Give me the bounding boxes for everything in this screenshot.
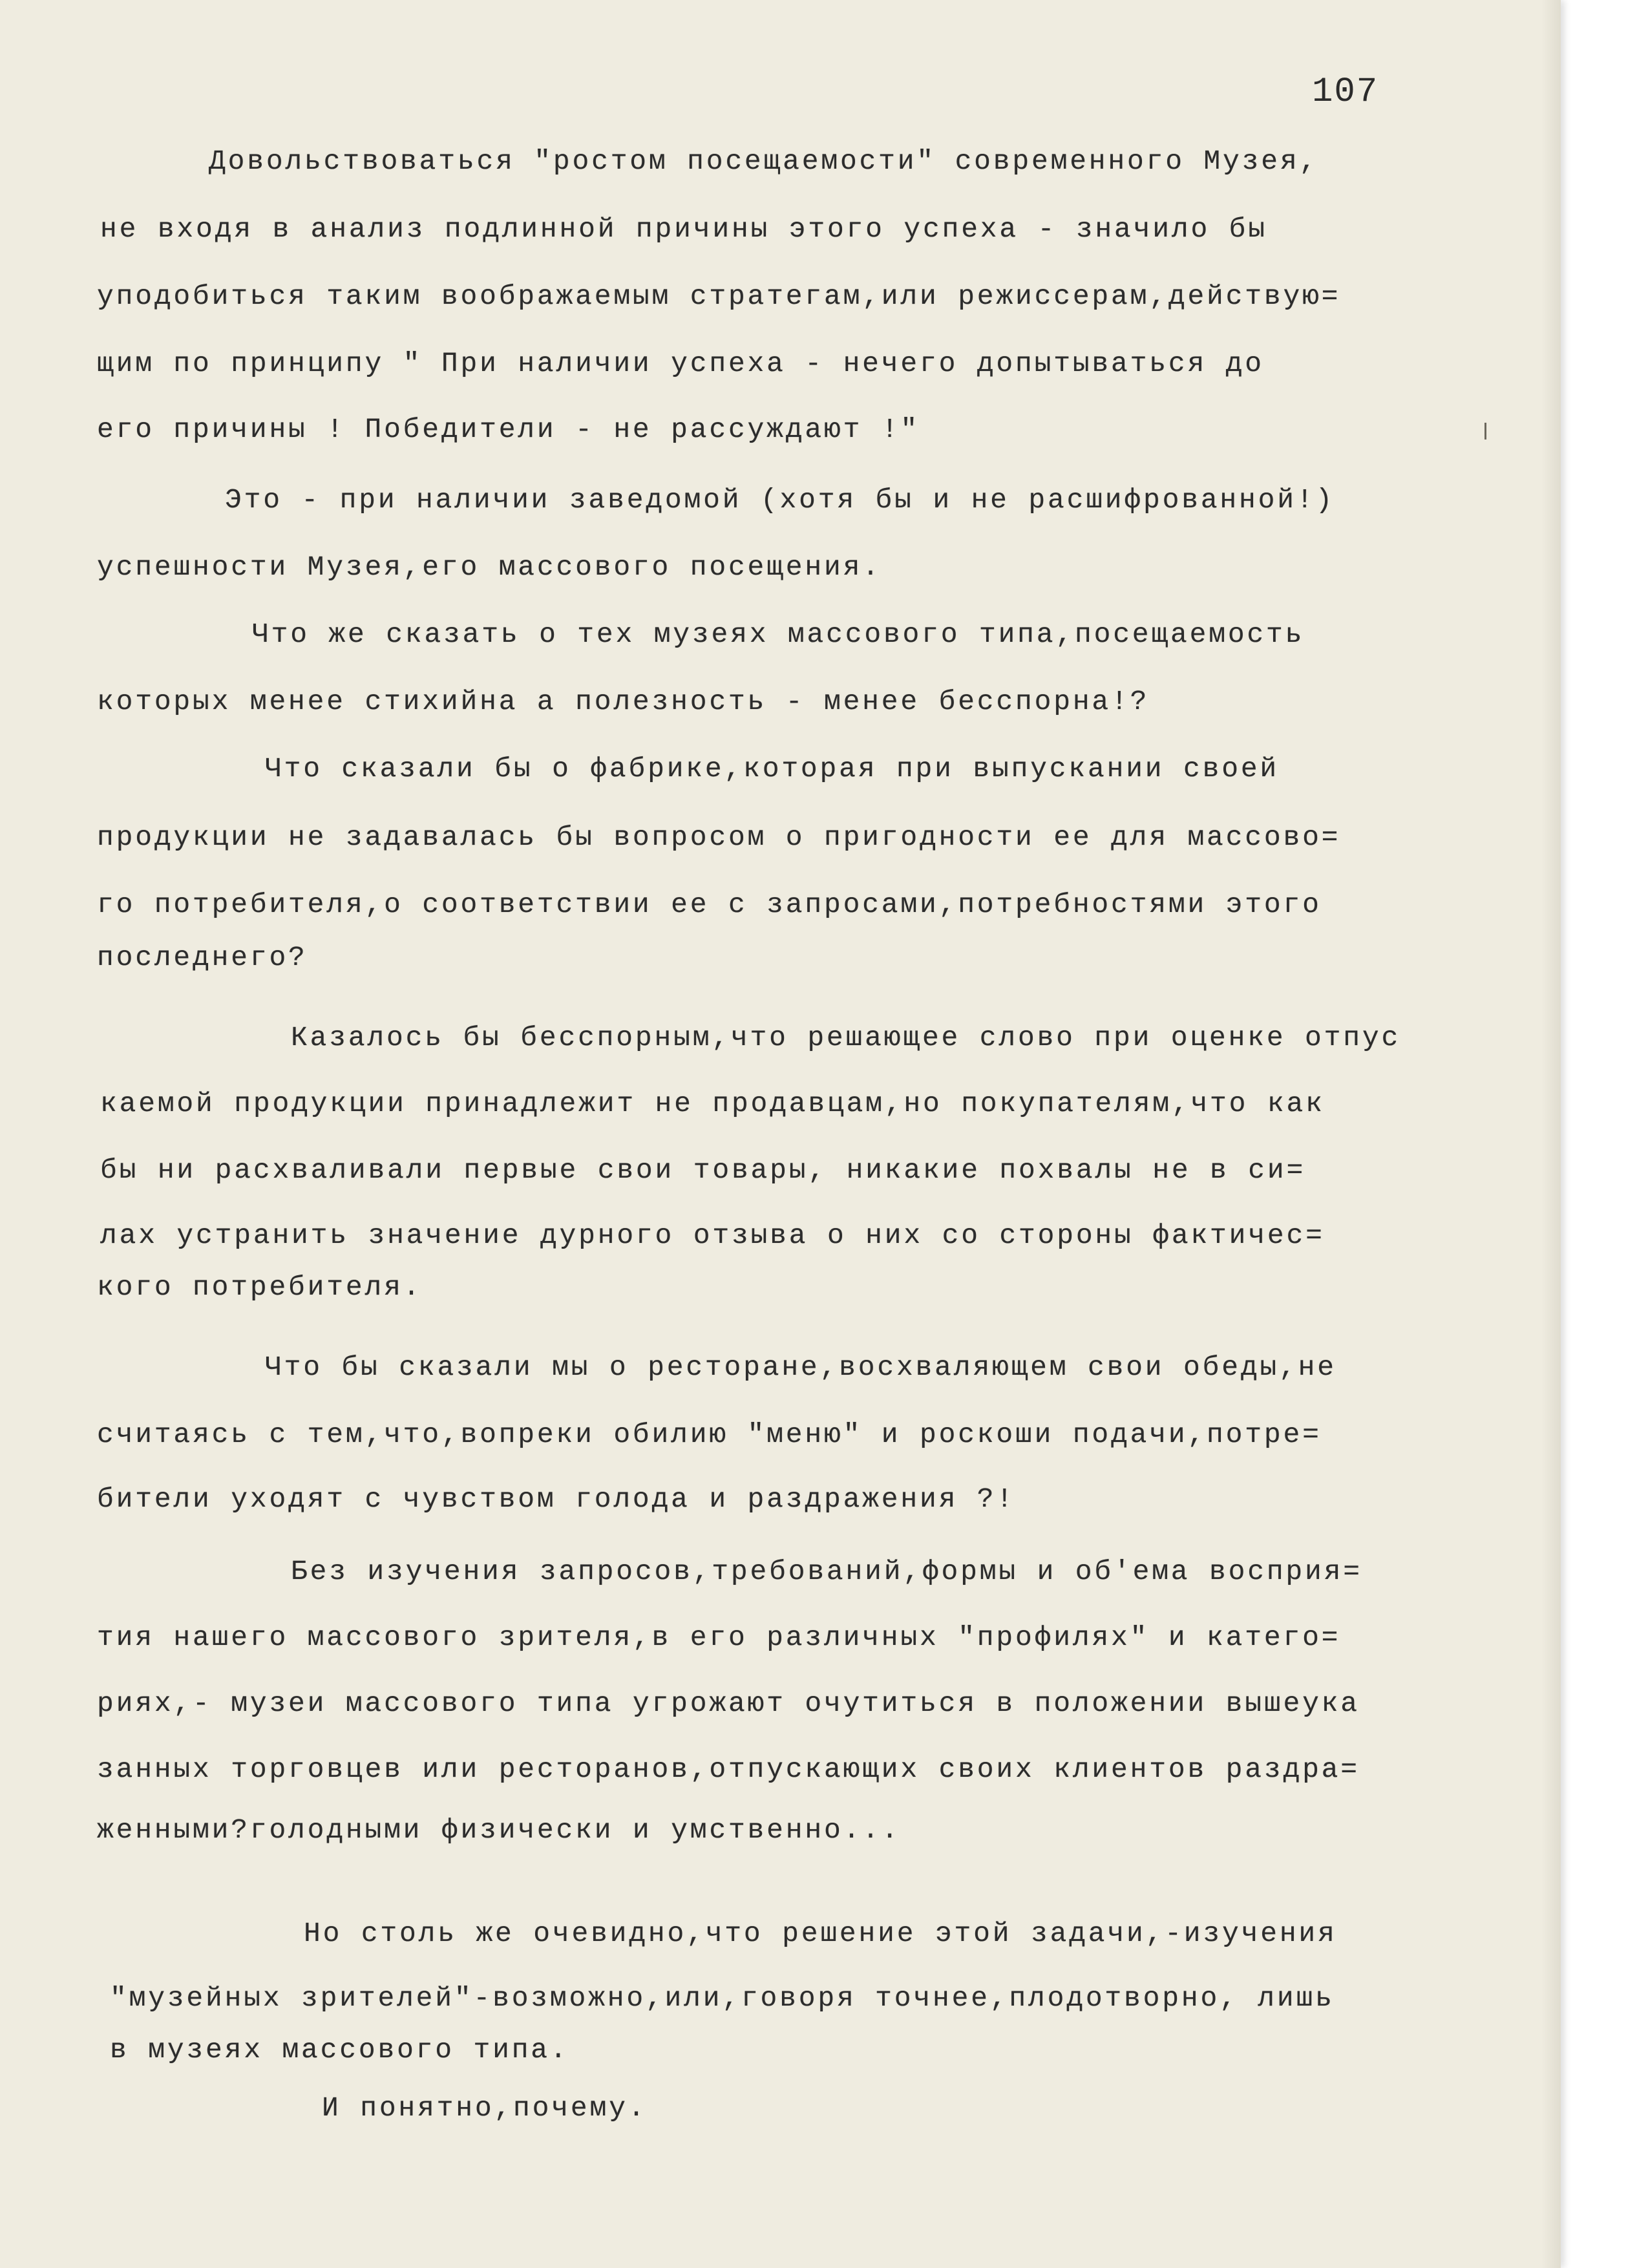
text-line: Казалось бы бесспорным,что решающее слово при оценке отпус [291,1022,1401,1054]
text-line: в музеях массового типа. [110,2034,569,2066]
text-line: тия нашего массового зрителя,в его различных "профилях" и катего= [97,1622,1341,1653]
text-line: Это - при наличии заведомой (хотя бы и не расшифрованной!) [225,484,1335,516]
text-line: продукции не задавалась бы вопросом о пригодности ее для массово= [97,821,1341,853]
page-number: 107 [1312,72,1379,112]
text-line: не входя в анализ подлинной причины этого успеха - значило бы [100,213,1267,245]
text-line: "музейных зрителей"-возможно,или,говоря точнее,плодотворно, лишь [110,1982,1335,2014]
text-line: каемой продукции принадлежит не продавцам,но покупателям,что как [100,1088,1325,1119]
text-line: бители уходят с чувством голода и раздражения ?! [97,1483,1016,1515]
text-line: щим по принципу " При наличии успеха - нечего допытываться до [97,348,1264,379]
text-line: кого потребителя. [97,1271,423,1303]
text-line: считаясь с тем,что,вопреки обилию "меню" и роскоши подачи,потре= [97,1419,1322,1450]
text-line: последнего? [97,942,308,973]
text-line: Что же сказать о тех музеях массового типа,посещаемость [252,619,1305,650]
text-line: успешности Музея,его массового посещения. [97,551,882,583]
page-edge-shadow [1541,0,1561,2268]
text-line: занных торговцев или ресторанов,отпускающих своих клиентов раздра= [97,1754,1360,1785]
text-line: которых менее стихийна а полезность - менее бесспорна!? [97,686,1150,717]
margin-mark [1484,423,1486,440]
text-line: Что бы сказали мы о ресторане,восхваляющем свои обеды,не [265,1351,1336,1383]
text-line: риях,- музеи массового типа угрожают очутиться в положении вышеука [97,1688,1360,1719]
text-line: женными?голодными физически и умственно... [97,1814,901,1846]
text-line: Довольствоваться "ростом посещаемости" современного Музея, [209,145,1319,177]
text-line: бы ни расхваливали первые свои товары, никакие похвалы не в си= [100,1154,1306,1186]
text-line: го потребителя,о соответствии ее с запросами,потребностями этого [97,889,1322,920]
text-line: уподобиться таким воображаемым стратегам,или режиссерам,действую= [97,281,1341,312]
text-line: Что сказали бы о фабрике,которая при выпускании своей [265,753,1280,785]
text-line: Но столь же очевидно,что решение этой задачи,-изучения [304,1918,1337,1949]
text-line: И понятно,почему. [322,2092,648,2124]
text-line: Без изучения запросов,требований,формы и об'ема восприя= [291,1556,1362,1587]
text-line: его причины ! Победители - не рассуждают !" [97,414,920,445]
text-line: лах устранить значение дурного отзыва о них со стороны фактичес= [100,1220,1325,1251]
